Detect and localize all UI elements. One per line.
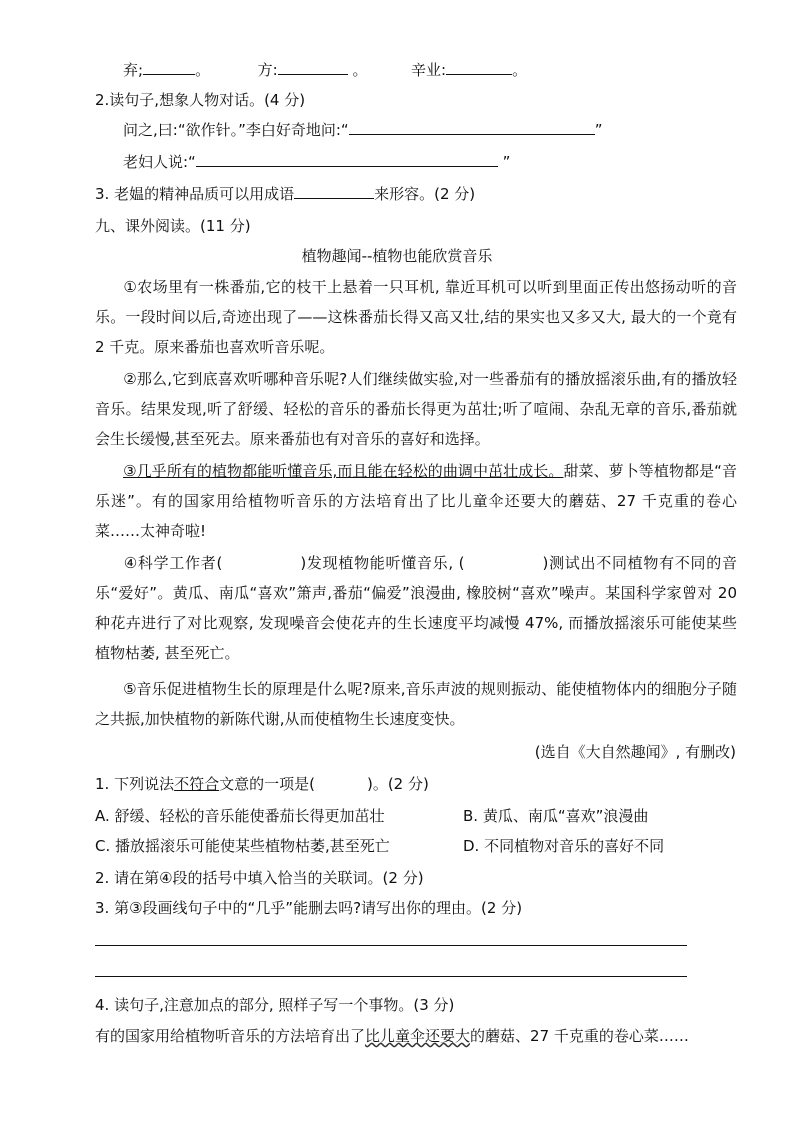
article-title: 植物趣闻--植物也能欣赏音乐 [301, 247, 493, 265]
dialogue-blank-2[interactable] [196, 152, 498, 167]
reading-question-1 [95, 774, 429, 794]
option-c[interactable]: C. 播放摇滚乐可能使某些植物枯萎,甚至死亡 [95, 837, 390, 855]
example-sentence [95, 1026, 689, 1046]
answer-line-2[interactable] [95, 976, 687, 977]
question-3 [95, 184, 475, 204]
period: 。 [347, 61, 368, 79]
word-label-3: 辛业: [411, 61, 447, 79]
quote-close: ” [594, 121, 603, 139]
paragraph-text: )测试出不同植物有不同的音乐“爱好”。黄瓜、南瓜“喜欢”箫声,番茄“偏爱”浪漫曲, 橡胶树“喜欢”噪声。某国科学家曾对 20 种花卉进行了对比观察, 发现噪音会使花卉的生长速度平均减慢 47%, 而播放摇滚乐可能使某些植物枯萎, 甚至死亡。 [95, 554, 737, 662]
option-b[interactable]: B. 黄瓜、南瓜“喜欢”浪漫曲 [463, 807, 649, 825]
dialogue-text: 问之,曰:“欲作针。”李白好奇地问:“ [123, 121, 349, 139]
underlined-sentence: ③几乎所有的植物都能听懂音乐,而且能在轻松的曲调中茁壮成长。 [123, 462, 564, 480]
dialogue-line-1 [123, 120, 602, 140]
paragraph-text: ②那么,它到底喜欢听哪种音乐呢?人们继续做实验,对一些番茄有的播放摇滚乐曲,有的播放轻音乐。结果发现,听了舒缓、轻松的音乐的番茄长得更为茁壮;听了喧闹、杂乱无章的音乐,番茄就会生长缓慢,甚至死去。原来番茄也有对音乐的喜好和选择。 [95, 370, 737, 448]
paragraph-text: ⑤音乐促进植物生长的原理是什么呢?原来,音乐声波的规则振动、能使植物体内的细胞分子随之共振,加快植物的新陈代谢,从而使植物生长速度变快。 [95, 680, 737, 728]
paragraph-3 [95, 456, 737, 546]
paragraph-text: ①农场里有一株番茄,它的枝干上悬着一只耳机, 靠近耳机可以听到里面正传出悠扬动听的音乐。一段时间以后,奇迹出现了——这株番茄长得又高又壮,结的果实也又多又大, 最大的一个竟有 2 千克。原来番茄也喜欢听音乐呢。 [95, 278, 737, 356]
word-label-1: 弃; [123, 61, 144, 79]
question-text: 1. 下列说法 [95, 775, 175, 793]
paragraph-2 [95, 364, 737, 454]
sentence-text: 的蘑菇、27 千克重的卷心菜…… [470, 1027, 689, 1045]
paragraph-4 [95, 548, 737, 668]
answer-blank-1[interactable] [143, 60, 195, 75]
question-2-title: 2.读句子,想象人物对话。(4 分) [95, 91, 306, 109]
word-blanks-line [123, 60, 527, 80]
paragraph-text: )发现植物能听懂音乐, ( [300, 554, 465, 572]
question-text: )。(2 分) [366, 775, 429, 793]
reading-question-2: 2. 请在第④段的括号中填入恰当的关联词。(2 分) [95, 869, 424, 887]
paragraph-1 [95, 272, 737, 362]
quote-close: ” [497, 153, 511, 171]
option-d[interactable]: D. 不同植物对音乐的喜好不同 [463, 837, 665, 855]
option-a[interactable]: A. 舒缓、轻松的音乐能使番茄长得更加茁壮 [95, 807, 385, 825]
dialogue-blank-1[interactable] [349, 120, 595, 135]
idiom-blank[interactable] [294, 184, 374, 199]
answer-blank-2[interactable] [278, 60, 348, 75]
source-note: (选自《大自然趣闻》, 有删改) [534, 743, 736, 761]
dialogue-text: 老妇人说:“ [123, 153, 196, 171]
word-label-2: 方: [257, 61, 278, 79]
sentence-text: 有的国家用给植物听音乐的方法培育出了 [95, 1027, 366, 1045]
answer-line-1[interactable] [95, 945, 687, 946]
period: 。 [512, 61, 528, 79]
question-text: 3. 老媪的精神品质可以用成语 [95, 185, 295, 203]
paragraph-5 [95, 674, 737, 734]
paragraph-text: ④科学工作者( [123, 554, 223, 572]
section-heading: 九、课外阅读。(11 分) [95, 217, 251, 235]
paragraph-text: 甜菜、萝卜等植物都是“音乐迷”。有的国家用给植物听音乐的方法培育出了比儿童伞还要大的蘑菇、27 千克重的卷心菜……太神奇啦! [95, 462, 737, 540]
reading-question-3: 3. 第③段画线句子中的“几乎”能删去吗?请写出你的理由。(2 分) [95, 899, 523, 917]
reading-question-4: 4. 读句子,注意加点的部分, 照样子写一个事物。(3 分) [95, 996, 455, 1014]
question-text: 文意的一项是( [219, 775, 315, 793]
period: 。 [195, 61, 211, 79]
answer-blank-3[interactable] [446, 60, 512, 75]
underlined-word: 不符合 [174, 775, 220, 793]
dotted-phrase: 比儿童伞还要大 [365, 1027, 471, 1045]
question-text: 来形容。(2 分) [374, 185, 476, 203]
dialogue-line-2 [123, 152, 510, 172]
